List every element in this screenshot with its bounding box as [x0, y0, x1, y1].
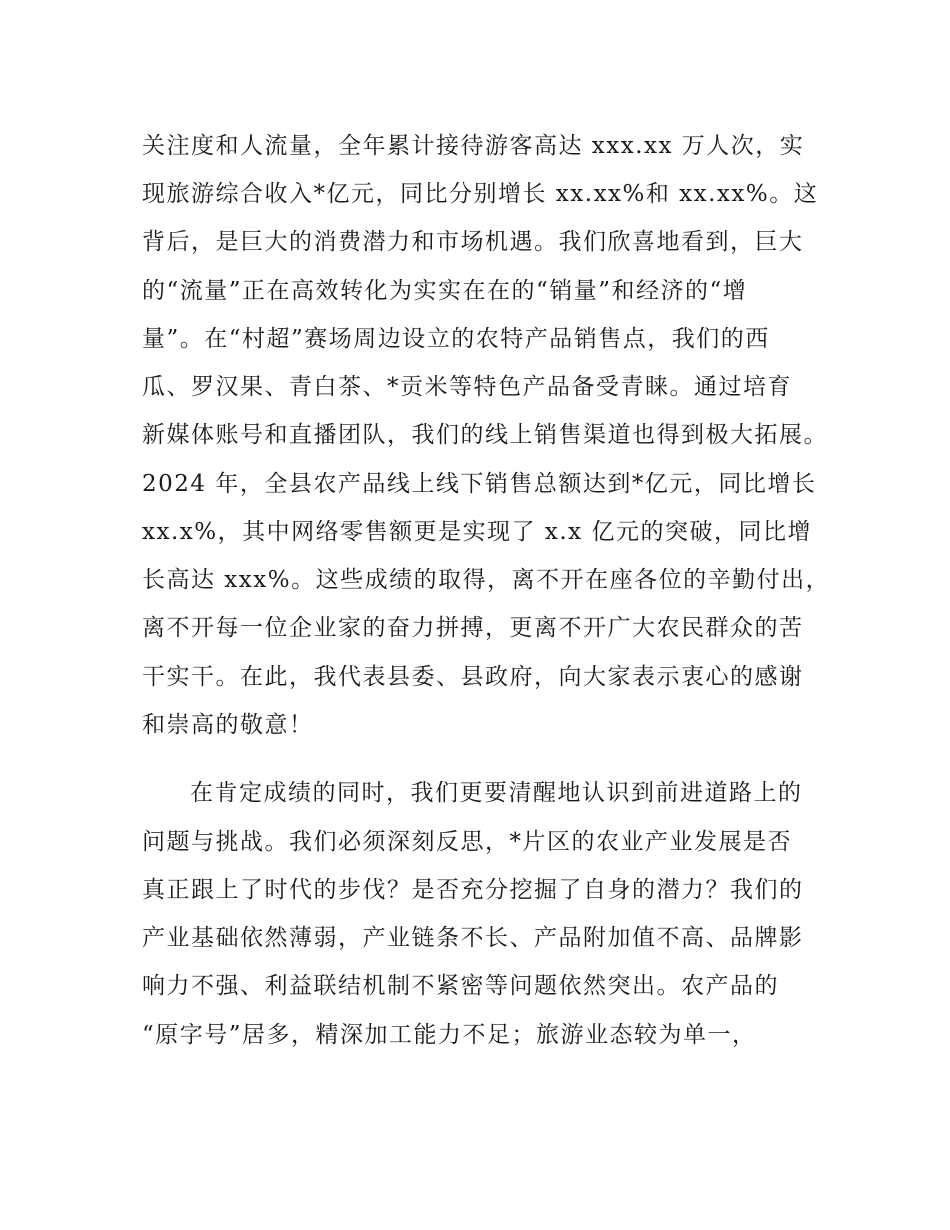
- paragraph-1-line-7: 新媒体账号和直播团队，我们的线上销售渠道也得到极大拓展。: [142, 422, 828, 448]
- paragraph-1-line-6: 瓜、罗汉果、青白茶、*贡米等特色产品备受青睐。通过培育: [142, 374, 792, 400]
- paragraph-1-line-5: 量”。在“村超”赛场周边设立的农特产品销售点，我们的西: [142, 326, 770, 352]
- paragraph-1-line-3: 背后，是巨大的消费潜力和市场机遇。我们欣喜地看到，巨大: [142, 229, 804, 255]
- paragraph-2-line-6: “原字号”居多，精深加工能力不足；旅游业态较为单一，: [142, 1022, 757, 1048]
- paragraph-2-line-4: 产业基础依然薄弱，产业链条不长、产品附加值不高、品牌影: [142, 925, 804, 951]
- paragraph-2-line-5: 响力不强、利益联结机制不紧密等问题依然突出。农产品的: [142, 973, 779, 999]
- paragraph-1-line-11: 离不开每一位企业家的奋力拼搏，更离不开广大农民群众的苦: [142, 615, 804, 641]
- paragraph-1-line-9: xx.x%，其中网络零售额更是实现了 x.x 亿元的突破，同比增: [142, 519, 812, 545]
- paragraph-1-line-4: 的“流量”正在高效转化为实实在在的“销量”和经济的“增: [142, 278, 748, 304]
- paragraph-1-line-13: 和崇高的敬意！: [142, 712, 314, 738]
- paragraph-2-line-1: 在肯定成绩的同时，我们更要清醒地认识到前进道路上的: [190, 780, 803, 806]
- paragraph-1-line-8: 2024 年，全县农产品线上线下销售总额达到*亿元，同比增长: [142, 471, 817, 497]
- paragraph-1-line-12: 干实干。在此，我代表县委、县政府，向大家表示衷心的感谢: [142, 664, 804, 690]
- paragraph-1-line-1: 关注度和人流量，全年累计接待游客高达 xxx.xx 万人次，实: [142, 133, 805, 159]
- paragraph-1-line-2: 现旅游综合收入*亿元，同比分别增长 xx.xx%和 xx.xx%。这: [142, 181, 819, 207]
- paragraph-2-line-3: 真正跟上了时代的步伐？是否充分挖掘了自身的潜力？我们的: [142, 877, 804, 903]
- paragraph-1-line-10: 长高达 xxx%。这些成绩的取得，离不开在座各位的辛勤付出，: [142, 567, 831, 593]
- paragraph-2-line-2: 问题与挑战。我们必须深刻反思，*片区的农业产业发展是否: [142, 829, 792, 855]
